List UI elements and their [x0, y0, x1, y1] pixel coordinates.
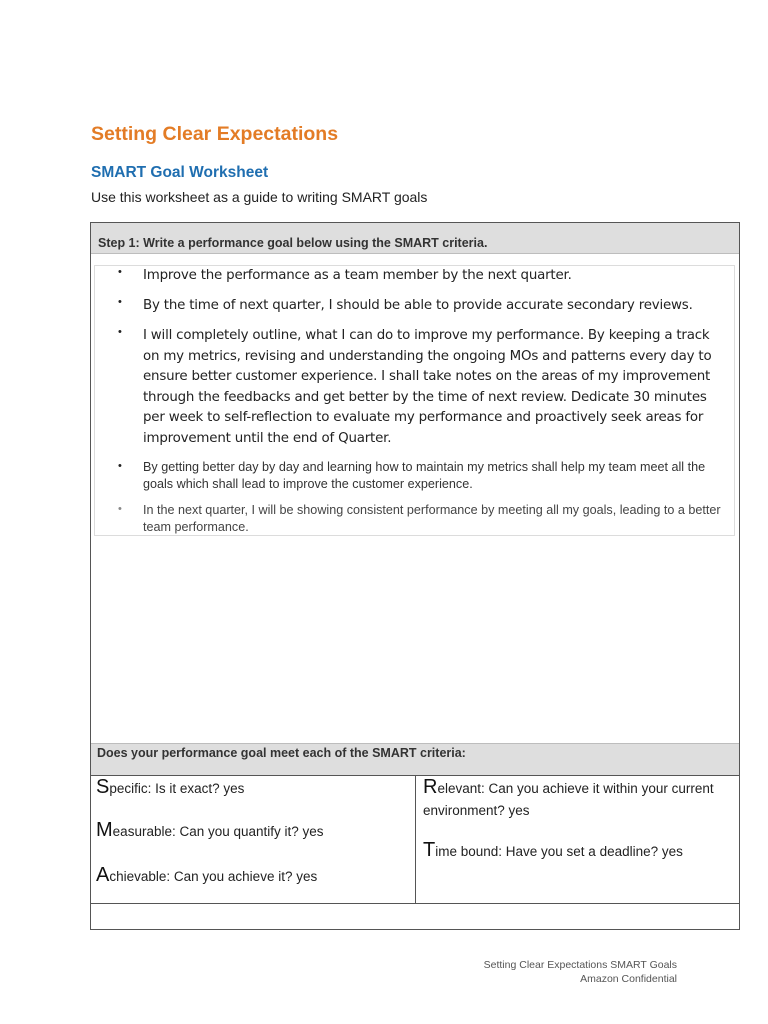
- intro-text: Use this worksheet as a guide to writing SMART goals: [91, 189, 428, 205]
- goal-text: By the time of next quarter, I should be able to provide accurate secondary reviews.: [143, 298, 693, 313]
- criteria-right-cell: [416, 776, 739, 903]
- criterion-time-bound: [423, 839, 733, 863]
- step1-header: Step 1: Write a performance goal below using the SMART criteria.: [91, 223, 739, 254]
- bullet-icon: •: [118, 326, 122, 338]
- criterion-text: pecific: Is it exact? yes: [109, 781, 245, 796]
- goal-entry-box[interactable]: [94, 265, 735, 536]
- bullet-icon: •: [118, 460, 122, 472]
- criterion-achievable: [96, 864, 317, 888]
- criterion-text: ime bound: Have you set a deadline? yes: [435, 844, 683, 859]
- criterion-letter: A: [96, 864, 110, 886]
- page-footer: [484, 958, 677, 986]
- goal-item-5: [95, 502, 725, 536]
- goal-text: Improve the performance as a team member by the next quarter.: [143, 268, 572, 283]
- criterion-text: elevant: Can you achieve it within your current environment? yes: [423, 781, 714, 818]
- goal-text: In the next quarter, I will be showing consistent performance by meeting all my goals, leading to a better team performance.: [143, 503, 721, 534]
- criterion-text: easurable: Can you quantify it? yes: [112, 824, 324, 839]
- goal-item-1: [95, 266, 725, 287]
- page-title: Setting Clear Expectations: [91, 123, 339, 145]
- criteria-header: Does your performance goal meet each of the SMART criteria:: [91, 743, 739, 776]
- footer-line-1: Setting Clear Expectations SMART Goals: [483, 959, 677, 971]
- worksheet-subtitle: SMART Goal Worksheet: [91, 164, 269, 181]
- bullet-icon: •: [118, 503, 122, 515]
- footer-line-2: Amazon Confidential: [580, 973, 677, 985]
- bullet-icon: •: [118, 266, 122, 278]
- bullet-icon: •: [118, 296, 122, 308]
- goal-item-4: [95, 459, 725, 493]
- empty-bottom-row[interactable]: [91, 903, 739, 929]
- criteria-left-cell: [91, 776, 416, 903]
- criterion-specific: [96, 776, 244, 800]
- goal-item-2: [95, 296, 725, 317]
- goal-text: By getting better day by day and learning how to maintain my metrics shall help my team meet all the goals which shall lead to improve the customer experience.: [143, 460, 706, 491]
- goal-item-3: [95, 326, 725, 450]
- criterion-letter: T: [423, 839, 436, 861]
- criterion-letter: R: [423, 776, 438, 798]
- criterion-text: chievable: Can you achieve it? yes: [109, 869, 318, 884]
- criterion-measurable: [96, 819, 324, 843]
- criterion-relevant: [423, 776, 723, 822]
- smart-worksheet-table: [90, 222, 740, 930]
- criterion-letter: S: [96, 776, 110, 798]
- criterion-letter: M: [96, 819, 113, 841]
- goal-text: I will completely outline, what I can do to improve my performance. By keeping a track on my metrics, revising and understanding the ongoing MOs and patterns every day to ensure better customer experience. I shall take notes on the areas of my improvement through the feedbacks and get better by the time of next review. Dedicate 30 minutes per week to self-reflection to evaluate my performance and proactively seek areas for improvement until the end of Quarter.: [143, 328, 712, 446]
